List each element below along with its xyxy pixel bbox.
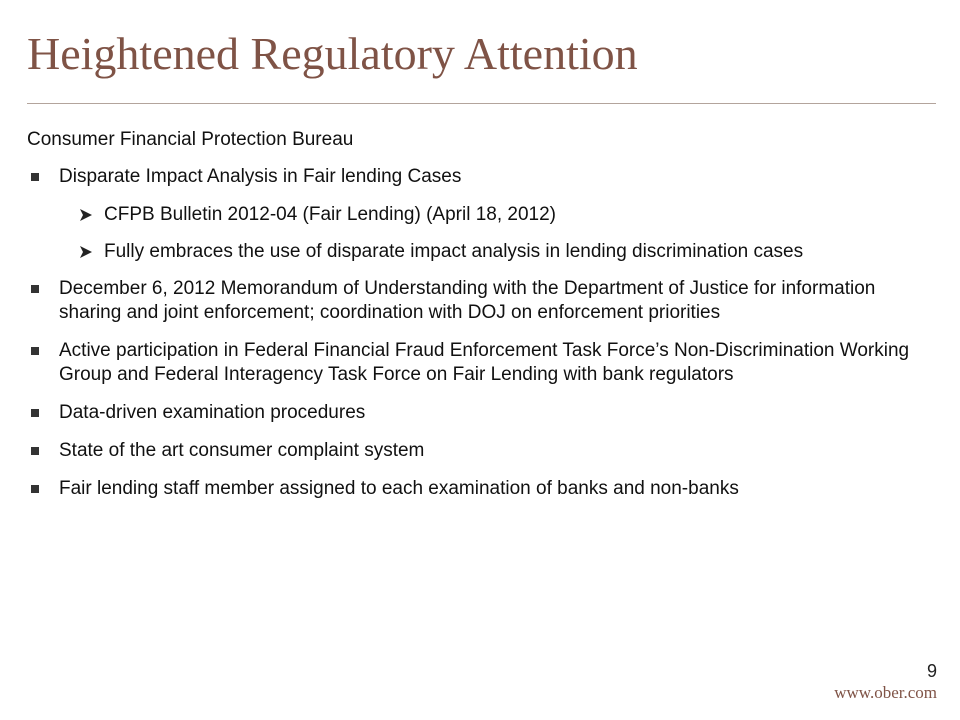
bullet-item <box>27 439 932 463</box>
arrow-bullet-icon <box>77 240 97 264</box>
footer-url: www.ober.com <box>834 683 937 702</box>
bullet-item <box>27 339 932 387</box>
slide-title: Heightened Regulatory Attention <box>27 28 638 79</box>
square-bullet-icon <box>31 447 39 455</box>
square-bullet-icon <box>31 485 39 493</box>
page-number: 9 <box>926 661 937 681</box>
bullet-text: Data-driven examination procedures <box>59 402 366 423</box>
title-divider <box>27 103 936 104</box>
bullet-item <box>27 277 932 325</box>
bullet-item <box>27 401 932 425</box>
sub-bullet-text: CFPB Bulletin 2012-04 (Fair Lending) (April 18, 2012) <box>104 204 557 225</box>
square-bullet-icon <box>31 347 39 355</box>
bullet-text: State of the art consumer complaint system <box>59 440 425 461</box>
sub-bullet-item <box>27 240 932 264</box>
bullet-text: Active participation in Federal Financial Fraud Enforcement Task Force’s Non-Discrimination Working Group and Federal Interagency Task Force on Fair Lending with bank regulators <box>59 340 910 385</box>
bullet-item <box>27 477 932 501</box>
sub-bullet-item <box>27 203 932 227</box>
square-bullet-icon <box>31 409 39 417</box>
slide-content <box>27 128 932 515</box>
bullet-text: Fair lending staff member assigned to each examination of banks and non-banks <box>59 478 739 499</box>
square-bullet-icon <box>31 173 39 181</box>
bullet-text: December 6, 2012 Memorandum of Understanding with the Department of Justice for information sharing and joint enforcement; coordination with DOJ on enforcement priorities <box>59 278 876 323</box>
sub-bullet-text: Fully embraces the use of disparate impact analysis in lending discrimination cases <box>104 241 804 262</box>
arrow-bullet-icon <box>77 203 97 227</box>
square-bullet-icon <box>31 285 39 293</box>
bullet-text: Disparate Impact Analysis in Fair lending Cases <box>59 166 462 187</box>
intro-heading: Consumer Financial Protection Bureau <box>27 129 354 150</box>
bullet-item <box>27 165 932 189</box>
